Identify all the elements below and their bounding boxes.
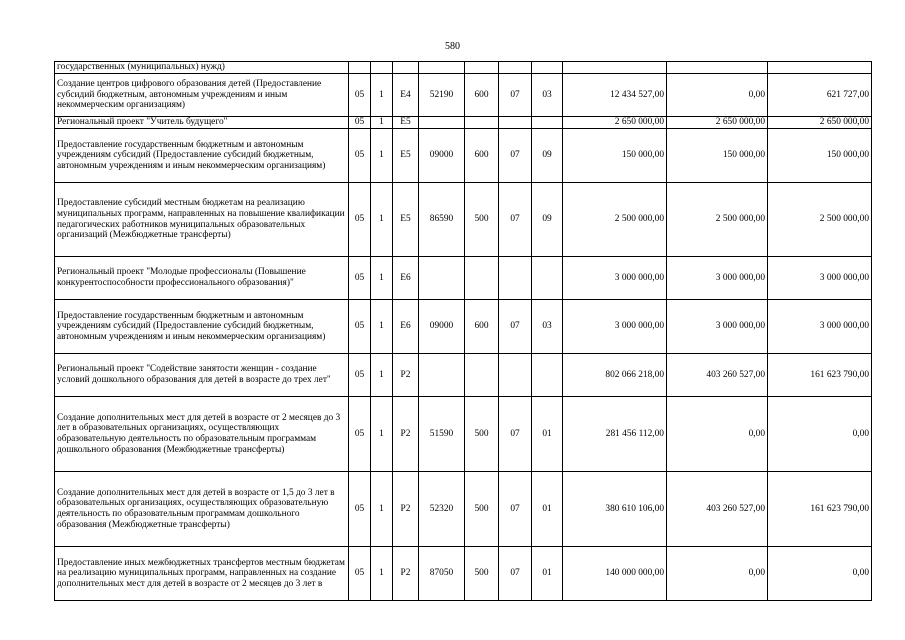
code-cell: 1 <box>371 472 393 547</box>
code-cell: 51590 <box>419 397 465 472</box>
code-cell: P2 <box>393 354 419 397</box>
table-row <box>55 183 872 257</box>
amount-cell: 3 000 000,00 <box>667 300 768 354</box>
amount-cell: 802 066 218,00 <box>563 354 667 397</box>
amount-cell: 0,00 <box>667 74 768 117</box>
code-cell: 07 <box>499 547 532 601</box>
code-cell: 1 <box>371 257 393 300</box>
code-cell: 09000 <box>419 129 465 183</box>
code-cell: E6 <box>393 257 419 300</box>
code-cell: 05 <box>349 547 371 601</box>
code-cell: 500 <box>465 183 499 257</box>
item-name-cell: Региональный проект "Молодые профессионалы (Повышение конкурентоспособности профессионального образования)" <box>55 257 349 300</box>
amount-cell: 161 623 790,00 <box>768 354 872 397</box>
amount-cell: 403 260 527,00 <box>667 472 768 547</box>
code-cell: 09 <box>532 183 563 257</box>
amount-cell: 3 000 000,00 <box>667 257 768 300</box>
table-row <box>55 62 872 74</box>
code-cell: 1 <box>371 117 393 129</box>
code-cell: 05 <box>349 472 371 547</box>
code-cell <box>419 62 465 74</box>
code-cell: 05 <box>349 354 371 397</box>
code-cell <box>532 354 563 397</box>
code-cell <box>499 117 532 129</box>
amount-cell: 3 000 000,00 <box>563 300 667 354</box>
code-cell: 500 <box>465 547 499 601</box>
code-cell: 05 <box>349 397 371 472</box>
code-cell <box>465 257 499 300</box>
code-cell <box>499 62 532 74</box>
code-cell: 1 <box>371 183 393 257</box>
code-cell: 07 <box>499 397 532 472</box>
code-cell: E5 <box>393 117 419 129</box>
amount-cell: 2 500 000,00 <box>563 183 667 257</box>
code-cell: 1 <box>371 547 393 601</box>
code-cell <box>371 62 393 74</box>
item-name-cell: Предоставление государственным бюджетным и автономным учреждениям субсидий (Предоставление субсидий бюджетным, автономным учреждениям и иным некоммерческим организациям) <box>55 300 349 354</box>
table-row <box>55 472 872 547</box>
amount-cell: 0,00 <box>667 547 768 601</box>
amount-cell: 0,00 <box>768 397 872 472</box>
code-cell <box>419 354 465 397</box>
item-name-cell: Предоставление субсидий местным бюджетам на реализацию муниципальных программ, направленных на повышение квалификации педагогических работников муниципальных образовательных организаций (Межбюджетные трансферты) <box>55 183 349 257</box>
code-cell: 01 <box>532 472 563 547</box>
amount-cell: 2 500 000,00 <box>768 183 872 257</box>
code-cell: 05 <box>349 74 371 117</box>
amount-cell: 2 650 000,00 <box>563 117 667 129</box>
code-cell: 07 <box>499 74 532 117</box>
amount-cell: 2 650 000,00 <box>667 117 768 129</box>
amount-cell: 3 000 000,00 <box>768 300 872 354</box>
code-cell: P2 <box>393 472 419 547</box>
code-cell: E6 <box>393 300 419 354</box>
code-cell: P2 <box>393 397 419 472</box>
code-cell: 87050 <box>419 547 465 601</box>
code-cell: 1 <box>371 129 393 183</box>
code-cell <box>499 354 532 397</box>
code-cell: 1 <box>371 74 393 117</box>
code-cell: 07 <box>499 129 532 183</box>
code-cell: 86590 <box>419 183 465 257</box>
amount-cell: 403 260 527,00 <box>667 354 768 397</box>
code-cell <box>419 117 465 129</box>
code-cell: 1 <box>371 300 393 354</box>
amount-cell: 0,00 <box>768 547 872 601</box>
code-cell: P2 <box>393 547 419 601</box>
code-cell <box>532 62 563 74</box>
code-cell: 600 <box>465 129 499 183</box>
code-cell <box>393 62 419 74</box>
code-cell: 500 <box>465 397 499 472</box>
code-cell: 600 <box>465 74 499 117</box>
code-cell: 09000 <box>419 300 465 354</box>
code-cell <box>419 257 465 300</box>
code-cell <box>465 62 499 74</box>
amount-cell <box>768 62 872 74</box>
code-cell <box>499 257 532 300</box>
table-row <box>55 354 872 397</box>
item-name-cell: Создание дополнительных мест для детей в возрасте от 1,5 до 3 лет в образовательных организациях, осуществляющих образовательную деятельность по образовательным программам дошкольного образования (Межбюджетные трансферты) <box>55 472 349 547</box>
amount-cell: 2 500 000,00 <box>667 183 768 257</box>
code-cell: 07 <box>499 472 532 547</box>
table-row <box>55 129 872 183</box>
item-name-cell: Создание центров цифрового образования детей (Предоставление субсидий бюджетным, автономным учреждениям и иным некоммерческим организациям) <box>55 74 349 117</box>
code-cell: E5 <box>393 129 419 183</box>
table-row <box>55 257 872 300</box>
table-row <box>55 397 872 472</box>
table-row <box>55 300 872 354</box>
amount-cell: 150 000,00 <box>768 129 872 183</box>
code-cell: 1 <box>371 397 393 472</box>
amount-cell: 140 000 000,00 <box>563 547 667 601</box>
item-name-cell: Предоставление государственным бюджетным и автономным учреждениям субсидий (Предоставление субсидий бюджетным, автономным учреждениям и иным некоммерческим организациям) <box>55 129 349 183</box>
amount-cell <box>563 62 667 74</box>
amount-cell: 2 650 000,00 <box>768 117 872 129</box>
code-cell: 03 <box>532 300 563 354</box>
code-cell: 500 <box>465 472 499 547</box>
code-cell <box>465 117 499 129</box>
code-cell: 07 <box>499 183 532 257</box>
code-cell: 03 <box>532 74 563 117</box>
code-cell: 05 <box>349 300 371 354</box>
code-cell: E4 <box>393 74 419 117</box>
amount-cell: 281 456 112,00 <box>563 397 667 472</box>
item-name-cell: Создание дополнительных мест для детей в возрасте от 2 месяцев до 3 лет в образовательных организациях, осуществляющих образовательную деятельность по образовательным программам дошкольного образования (Межбюджетные трансферты) <box>55 397 349 472</box>
code-cell: 05 <box>349 117 371 129</box>
code-cell: 05 <box>349 183 371 257</box>
amount-cell: 3 000 000,00 <box>768 257 872 300</box>
amount-cell: 3 000 000,00 <box>563 257 667 300</box>
item-name-cell: Предоставление иных межбюджетных трансфертов местным бюджетам на реализацию муниципальных программ, направленных на создание дополнительных мест для детей в возрасте от 2 месяцев до 3 лет в <box>55 547 349 601</box>
table-row <box>55 74 872 117</box>
code-cell <box>532 117 563 129</box>
amount-cell: 621 727,00 <box>768 74 872 117</box>
code-cell <box>465 354 499 397</box>
budget-table <box>54 61 872 601</box>
page-number: 580 <box>445 41 460 52</box>
code-cell: 52190 <box>419 74 465 117</box>
amount-cell: 12 434 527,00 <box>563 74 667 117</box>
item-name-cell: государственных (муниципальных) нужд) <box>55 62 349 74</box>
table-row <box>55 547 872 601</box>
amount-cell: 161 623 790,00 <box>768 472 872 547</box>
code-cell: 1 <box>371 354 393 397</box>
code-cell: E5 <box>393 183 419 257</box>
code-cell <box>349 62 371 74</box>
code-cell: 05 <box>349 257 371 300</box>
item-name-cell: Региональный проект "Учитель будущего" <box>55 117 349 129</box>
code-cell: 52320 <box>419 472 465 547</box>
amount-cell <box>667 62 768 74</box>
code-cell <box>532 257 563 300</box>
code-cell: 01 <box>532 547 563 601</box>
code-cell: 05 <box>349 129 371 183</box>
amount-cell: 0,00 <box>667 397 768 472</box>
amount-cell: 150 000,00 <box>563 129 667 183</box>
code-cell: 09 <box>532 129 563 183</box>
amount-cell: 380 610 106,00 <box>563 472 667 547</box>
code-cell: 01 <box>532 397 563 472</box>
code-cell: 07 <box>499 300 532 354</box>
code-cell: 600 <box>465 300 499 354</box>
amount-cell: 150 000,00 <box>667 129 768 183</box>
table-row <box>55 117 872 129</box>
item-name-cell: Региональный проект "Содействие занятости женщин - создание условий дошкольного образования для детей в возрасте до трех лет" <box>55 354 349 397</box>
